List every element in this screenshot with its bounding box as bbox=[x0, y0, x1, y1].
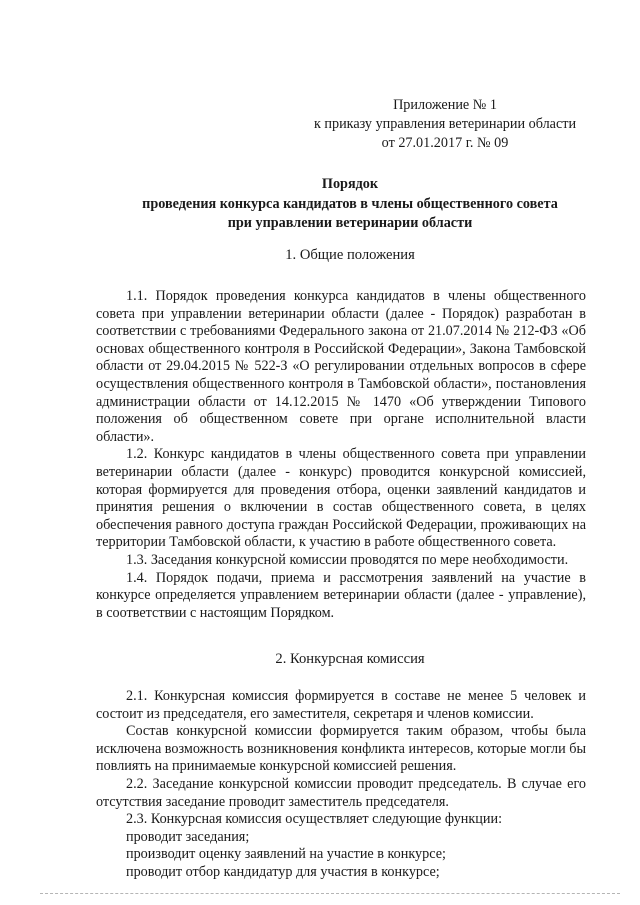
paragraph-1-4: 1.4. Порядок подачи, приема и рассмотрения заявлений на участие в конкурсе определяется управлением ветеринарии области (далее - управление), в соответствии с настоящим Порядком. bbox=[96, 569, 586, 621]
appendix-line-1: Приложение № 1 bbox=[393, 97, 497, 113]
title-line-3: при управлении ветеринарии области bbox=[227, 215, 473, 231]
appendix-header bbox=[300, 96, 590, 153]
section-1-body bbox=[96, 288, 586, 622]
function-item-1: проводит заседания; bbox=[126, 828, 250, 845]
section-2-heading: 2. Конкурсная комиссия bbox=[275, 651, 425, 667]
title-line-1: Порядок bbox=[321, 176, 379, 192]
appendix-line-2: к приказу управления ветеринарии области bbox=[313, 116, 577, 132]
paragraph-1-3: 1.3. Заседания конкурсной комиссии проводятся по мере необходимости. bbox=[126, 551, 569, 568]
paragraph-2-3: 2.3. Конкурсная комиссия осуществляет следующие функции: bbox=[126, 811, 503, 828]
appendix-line-3: от 27.01.2017 г. № 09 bbox=[381, 135, 509, 151]
function-item-2: производит оценку заявлений на участие в конкурсе; bbox=[126, 846, 446, 863]
paragraph-2-2: 2.2. Заседание конкурсной комиссии проводит председатель. В случае его отсутствия заседание проводит заместитель председателя. bbox=[96, 775, 586, 810]
document-title bbox=[80, 175, 620, 234]
page-bottom-edge bbox=[40, 893, 620, 894]
paragraph-1-1: 1.1. Порядок проведения конкурса кандидатов в члены общественного совета при управлении ветеринарии области (далее - Порядок) разработан в соответствии с требованиями Федерального закона от 21.07.2014 № 212-ФЗ «Об основах общественного контроля в Российской Федерации», Закона Тамбовской области от 29.04.2015 № 522-З «О регулировании отдельных вопросов в сфере осуществления общественного контроля в Тамбовской области», постановления администрации области от 14.12.2015 № 1470 «Об утверждении Типового положения об общественном совете при органе исполнительной власти области». bbox=[96, 288, 586, 445]
paragraph-2-1b: Состав конкурсной комиссии формируется таким образом, чтобы была исключена возможность возникновения конфликта интересов, которые могли бы повлиять на принимаемые конкурсной комиссией решения. bbox=[96, 723, 586, 775]
section-2-body bbox=[96, 688, 586, 882]
section-1-heading: 1. Общие положения bbox=[285, 247, 415, 263]
title-line-2: проведения конкурса кандидатов в члены общественного совета bbox=[142, 195, 558, 212]
paragraph-1-2: 1.2. Конкурс кандидатов в члены общественного совета при управлении ветеринарии области (далее - конкурс) проводится конкурсной комиссией, которая формируется для проведения отбора, оценки заявлений кандидатов и принятия решения о включении в состав общественного совета, в целях обеспечения равного доступа граждан Российской Федерации, проживающих на территории Тамбовской области, к участию в работе общественного совета. bbox=[96, 446, 586, 551]
function-item-3: проводит отбор кандидатур для участия в конкурсе; bbox=[126, 863, 440, 880]
paragraph-2-1: 2.1. Конкурсная комиссия формируется в составе не менее 5 человек и состоит из председателя, его заместителя, секретаря и членов комиссии. bbox=[96, 688, 586, 722]
